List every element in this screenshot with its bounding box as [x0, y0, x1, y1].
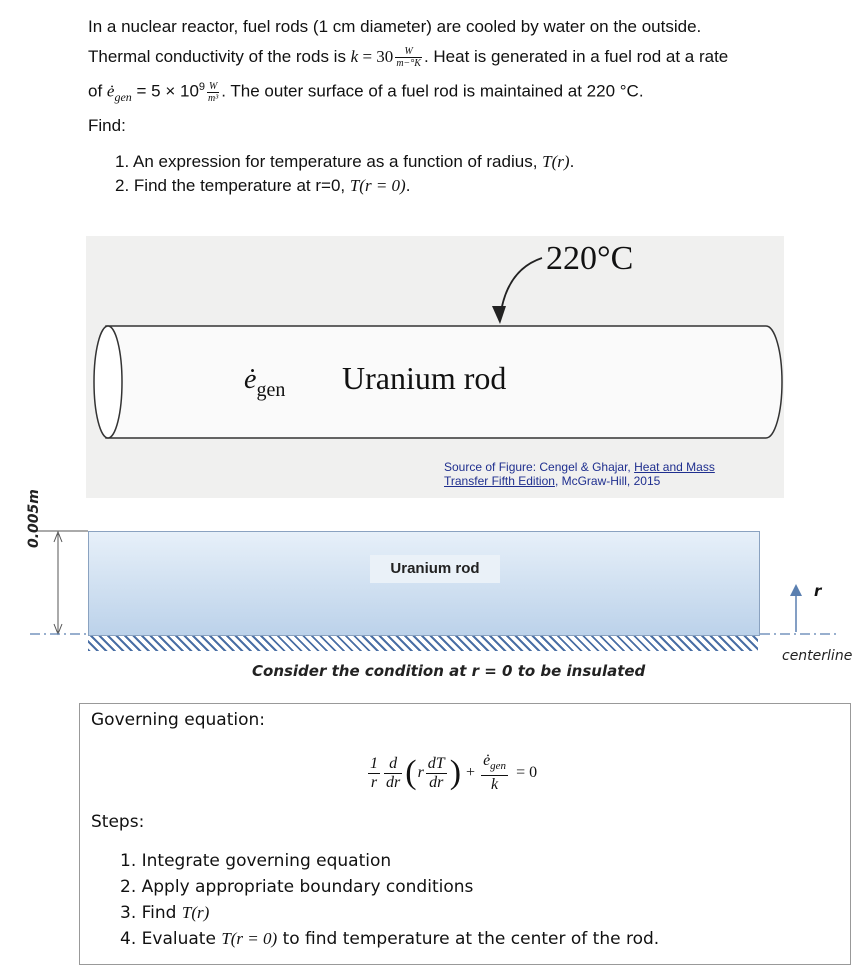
figure-rod-label: Uranium rod	[342, 360, 507, 396]
steps-heading: Steps:	[91, 812, 145, 832]
step-1: 1. Integrate governing equation	[120, 851, 392, 871]
figure-source: Source of Figure: Cengel & Ghajar, Heat and Mass Transfer Fifth Edition, McGraw-Hill, 2015	[444, 460, 715, 488]
radius-dimension: 0.005m	[26, 489, 42, 548]
temp-arrowhead	[492, 306, 506, 324]
step-3: 3. Find T(r)	[120, 903, 210, 923]
step-4: 4. Evaluate T(r = 0) to find temperature at the center of the rod.	[120, 929, 660, 949]
diagram-rod-label: Uranium rod	[370, 555, 500, 583]
centerline-label: centerline	[782, 648, 853, 664]
step-2: 2. Apply appropriate boundary conditions	[120, 877, 474, 897]
surface-temp-label: 220°C	[546, 240, 634, 277]
find-item-2: 2. Find the temperature at r=0, T(r = 0).	[115, 176, 411, 195]
k-unit: $\frac{W}{m-^\circ K}$	[396, 46, 421, 70]
find-list	[115, 150, 574, 198]
problem-line-3: of $ė_{gen} = 5 \times 10^9$ $\frac{W}{\text{m³}}$ . The outer surface of a fuel rod is maintained at 220 °C.	[88, 80, 644, 105]
find-item-1: 1. An expression for temperature as a function of radius, T(r).	[115, 152, 575, 171]
insulated-note: Consider the condition at r = 0 to be insulated	[252, 662, 646, 680]
problem-line-2: Thermal conductivity of the rods is k = 30 $\frac{W}{m-^\circ K}$ . Heat is generated in a fuel rod at a rate	[88, 46, 729, 70]
steps-list	[120, 848, 659, 952]
temp-arrow	[500, 258, 542, 318]
problem-statement	[88, 12, 828, 112]
k-symbol: k	[350, 47, 359, 66]
r-label: r	[814, 582, 822, 600]
rod-figure	[86, 236, 784, 498]
r-arrow-icon	[790, 584, 802, 596]
diagram-annotations	[0, 520, 856, 650]
problem-line-1: In a nuclear reactor, fuel rods (1 cm diameter) are cooled by water on the outside.	[88, 17, 702, 36]
governing-equation: 1 r d dr ( r dT dr ) + $ė_{gen}$ k = 0	[370, 752, 538, 794]
find-heading: Find:	[88, 116, 126, 135]
egen-figure-label: $ė_{gen}$	[244, 364, 286, 401]
governing-heading: Governing equation:	[91, 710, 265, 730]
egen-unit: $\frac{W}{\text{m³}}$	[208, 80, 219, 104]
rod-end-face	[94, 326, 122, 438]
source-link[interactable]: Heat and Mass Transfer Fifth Edition	[444, 460, 715, 488]
